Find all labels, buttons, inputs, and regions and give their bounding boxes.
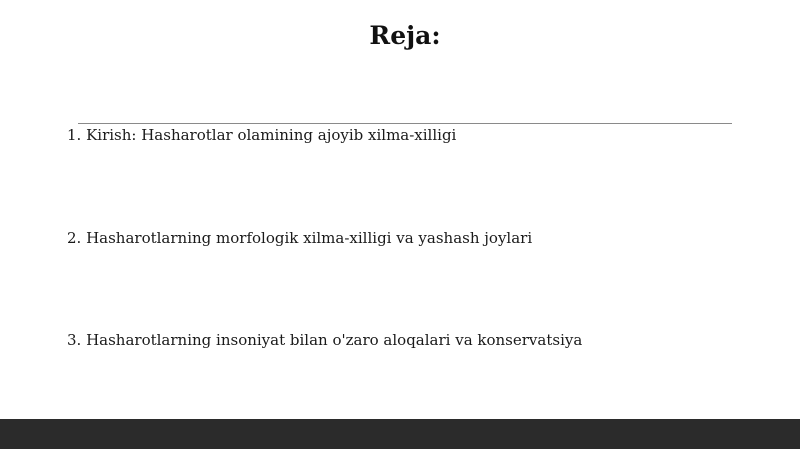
plan-item-1: 1. Kirish: Hasharotlar olamining ajoyib xilma-xilligi: [67, 126, 457, 144]
plan-item-3: 3. Hasharotlarning insoniyat bilan o'zaro aloqalari va konservatsiya: [67, 331, 583, 349]
slide-title: Reja:: [369, 21, 441, 50]
title-divider: [78, 123, 732, 124]
plan-item-2: 2. Hasharotlarning morfologik xilma-xilligi va yashash joylari: [67, 229, 533, 247]
viewer-bottom-bar: [0, 419, 800, 449]
